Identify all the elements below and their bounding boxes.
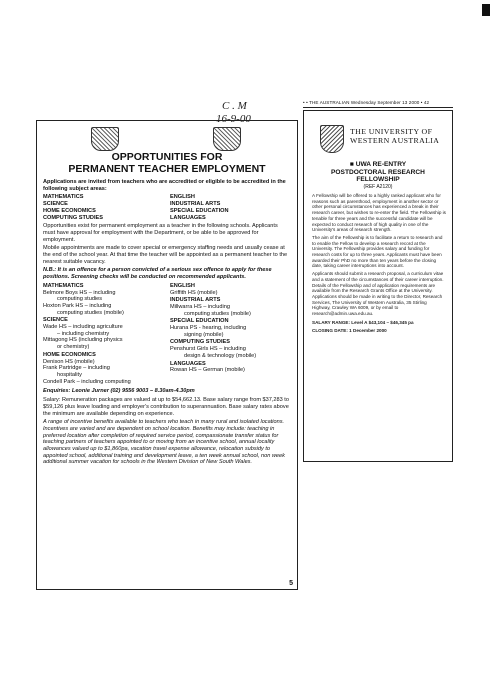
university-name-line2: WESTERN AUSTRALIA	[350, 136, 440, 145]
school-entry: Belmore Boys HS – including	[43, 289, 116, 296]
ad-body	[43, 179, 291, 468]
school-entry: Griffith HS (mobile)	[170, 289, 218, 296]
school-entry: Hurana PS - hearing, including	[170, 325, 247, 332]
subject-item: HOME ECONOMICS	[43, 207, 96, 214]
fellowship-paragraph: A Fellowship will be offered to a highly ranked applicant who for reasons such as parenthood, employment in another sector or other personal circumstances has experienced a break in their research career, but wishes to re-enter the field. The Fellowship is tenable for three years and the successful candidate will be expected to conduct research of high quality in one of the University's areas of research strength.	[312, 193, 446, 233]
ad-title	[37, 151, 297, 175]
fellowship-body	[312, 193, 446, 336]
school-entry: Hoxton Park HS – including	[43, 302, 112, 309]
handwritten-initials: C . M	[222, 100, 247, 112]
subject-item: COMPUTING STUDIES	[43, 214, 103, 221]
school-entry: Mittagong HS (including physics	[43, 337, 123, 344]
position-title-line3: FELLOWSHIP	[356, 176, 400, 184]
school-subject-heading: INDUSTRIAL ARTS	[170, 297, 221, 304]
handwritten-date: 16-9-00	[216, 113, 251, 125]
enquiries: Enquiries: Leonie Jurner (02) 9556 9003 – 8.30am-4.30pm	[43, 388, 195, 395]
school-entry: – including chemistry	[57, 330, 110, 337]
incentives-text: A range of incentive benefits available to teachers who teach in many rural and isolated locations. Incentives are varied and are dependent on school location. Benefits may include: teaching in preferred location after completion of required service period, compassionate transfer status for teaching partners of teachers appointed to or moving from an incentive school, annual locality allowances valued up to $1,860pa, vacation travel expense allowance, relocation subsidy to appointed school, additional training and development leave, a ten week annual school, non week additional summer vacation for schools in the Western Division of New South Wales.	[43, 419, 285, 466]
school-entry: computing studies	[57, 296, 103, 303]
school-entry: Denison HS (mobile)	[43, 358, 95, 365]
position-title-line1: ■ UWA RE-ENTRY	[349, 161, 407, 168]
school-entry: Condell Park – including computing	[43, 378, 131, 385]
school-columns	[43, 283, 291, 386]
fellowship-box	[303, 110, 453, 462]
fellowship-paragraph: Applicants should submit a research proposal, a curriculum vitae and a statement of the circumstances of their career interruption. Details of the Fellowship and of application requirements are available from the Research Grants Office at the University. Applications should be made in writing to the Director, Research Services, The University of Western Australia, 35 Stirling Highway, Crawley WA 6009, or by email to research@admin.uwa.edu.au.	[312, 271, 444, 317]
school-subject-heading: ENGLISH	[170, 282, 195, 289]
subject-item: MATHEMATICS	[43, 194, 84, 201]
fellowship-salary: SALARY RANGE: Level A $43,104 – $46,345 pa	[312, 319, 414, 325]
ad-notice: N.B.: It is an offence for a person convicted of a serious sex offence to apply for these positions. Screening checks will be conducted on recommended applicants.	[43, 267, 272, 281]
position-ref: (REF A2120)	[363, 183, 393, 190]
ad-intro: Applications are invited from teachers who are accredited or eligible to be accredited in the following subject areas:	[43, 179, 286, 192]
position-title	[308, 161, 448, 191]
university-name	[350, 127, 439, 145]
school-subject-heading: COMPUTING STUDIES	[170, 339, 230, 346]
page-mark: 5	[289, 580, 293, 587]
school-entry: or chemistry)	[57, 344, 90, 351]
crest-icon	[91, 127, 119, 151]
subject-item: SCIENCE	[43, 201, 68, 208]
uwa-fellowship-ad	[303, 100, 453, 465]
ad-paragraph: Mobile appointments are made to cover special or emergency staffing needs and usually cease at the end of the school year. At that time the teacher will be appointed as a permanent teacher to the nearest suitable vacancy.	[43, 245, 288, 265]
school-subject-heading: MATHEMATICS	[43, 282, 84, 289]
teacher-employment-ad	[36, 120, 298, 590]
subject-list	[43, 194, 291, 221]
newspaper-header: • • THE AUSTRALIAN Wednesday September 13 2000 • 42	[303, 100, 453, 108]
subject-item: INDUSTRIAL ARTS	[170, 201, 221, 208]
subject-item: LANGUAGES	[170, 214, 206, 221]
school-entry: signing (mobile)	[184, 331, 224, 338]
school-entry: Millwarra HS – including	[170, 303, 230, 310]
crest-icon	[213, 127, 241, 151]
fellowship-paragraph: The aim of the Fellowship is to facilitate a return to research and to enable the Fellow to develop a research record at the University. The Fellowship provides salary and funding for research costs for up to three years. Applicants must have been awarded their PhD no more than ten years before the closing date, taking career interruptions into account.	[312, 234, 443, 269]
closing-date: CLOSING DATE: 1 December 2000	[312, 328, 387, 334]
university-name-line1: THE UNIVERSITY OF	[350, 127, 433, 136]
university-crest-icon	[320, 125, 344, 153]
subject-item: SPECIAL EDUCATION	[170, 207, 229, 214]
school-entry: Penshurst Girls HS – including	[170, 346, 246, 353]
school-subject-heading: HOME ECONOMICS	[43, 351, 96, 358]
school-entry: Frank Partridge – including	[43, 365, 110, 372]
school-subject-heading: SPECIAL EDUCATION	[170, 318, 229, 325]
school-entry: hospitality	[57, 371, 82, 378]
position-title-line2: POSTDOCTORAL RESEARCH	[331, 168, 425, 176]
school-entry: Wade HS – including agriculture	[43, 324, 123, 331]
school-list-right	[170, 283, 291, 386]
corner-mark	[482, 4, 490, 16]
ad-title-line1: OPPORTUNITIES FOR	[111, 151, 223, 163]
subject-item: ENGLISH	[170, 194, 195, 201]
school-entry: Rowan HS – German (mobile)	[170, 367, 245, 374]
school-subject-heading: SCIENCE	[43, 317, 68, 324]
school-entry: design & technology (mobile)	[184, 352, 257, 359]
school-subject-heading: LANGUAGES	[170, 360, 206, 367]
ad-paragraph: Opportunities exist for permanent employment as a teacher in the following schools. Applicants must have approval for employment with the Department, or be able to be approved for employment.	[43, 223, 278, 243]
salary-text: Salary: Remuneration packages are valued at up to $54,662.13. Base salary range from $37,283 to $59,126 plus leave loading and employer's contribution to superannuation. Base salary rates above the minimum are available depending on experience.	[43, 397, 289, 417]
school-entry: computing studies (mobile)	[57, 309, 124, 316]
school-entry: computing studies (mobile)	[184, 310, 251, 317]
ad-title-line2: PERMANENT TEACHER EMPLOYMENT	[68, 163, 266, 175]
school-list-left	[43, 283, 164, 386]
